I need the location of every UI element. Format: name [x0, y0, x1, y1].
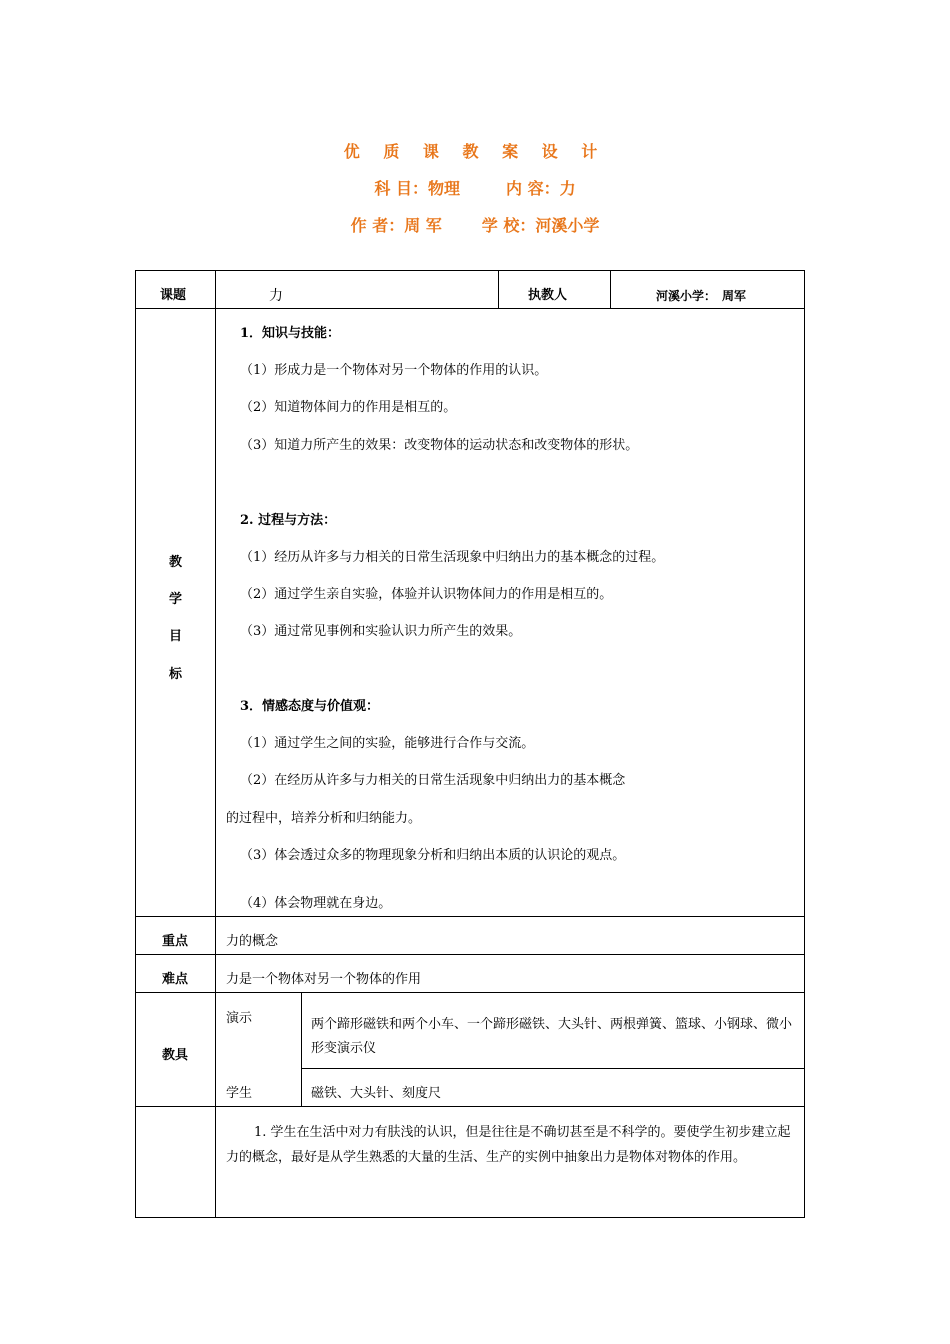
demo-label: 演示 — [226, 1011, 253, 1026]
section-title: 1．知识与技能： — [240, 326, 341, 341]
column-divider — [215, 270, 216, 1218]
school-label: 学 校：河溪小学 — [481, 216, 600, 235]
topic-label: 课题 — [160, 288, 187, 303]
goal-item: （3）体会透过众多的物理现象分析和归纳出本质的认识论的观点。 — [240, 848, 626, 863]
row-divider — [135, 992, 805, 993]
student-label: 学生 — [226, 1086, 253, 1101]
author-label: 作 者：周 军 — [350, 216, 442, 235]
column-divider — [498, 270, 499, 308]
demo-value: 两个蹄形磁铁和两个小车、一个蹄形磁铁、大头针、两根弹簧、篮球、小钢球、微小形变演示仪 — [311, 1017, 793, 1056]
row-divider — [135, 1106, 805, 1107]
goal-item: （2）通过学生亲自实验，体验并认识物体间力的作用是相互的。 — [240, 587, 613, 602]
subject-content-line — [0, 176, 950, 199]
goals-label-char: 教 — [169, 555, 183, 570]
goals-label-char: 目 — [169, 629, 183, 644]
document-title: 优 质 课 教 案 设 计 — [343, 142, 607, 161]
teacher-value: 河溪小学： 周军 — [656, 289, 747, 303]
goal-item: （3）通过常见事例和实验认识力所产生的效果。 — [240, 624, 522, 639]
goals-label-char: 学 — [169, 592, 183, 607]
goal-item: （1）经历从许多与力相关的日常生活现象中归纳出力的基本概念的过程。 — [240, 550, 665, 565]
row-divider — [301, 1068, 805, 1069]
goal-item: （4）体会物理就在身边。 — [240, 896, 392, 911]
goal-item: （2）知道物体间力的作用是相互的。 — [240, 400, 457, 415]
topic-value: 力 — [269, 288, 283, 304]
key-value: 力的概念 — [226, 934, 279, 949]
goals-label-char: 标 — [169, 667, 183, 682]
row-divider — [135, 308, 805, 309]
tools-label: 教具 — [162, 1048, 189, 1063]
column-divider — [301, 992, 302, 1106]
difficulty-label: 难点 — [162, 972, 189, 987]
row-divider — [135, 954, 805, 955]
key-label: 重点 — [162, 934, 189, 949]
goal-item: （3）知道力所产生的效果：改变物体的运动状态和改变物体的形状。 — [240, 438, 639, 453]
goal-item: （1）通过学生之间的实验，能够进行合作与交流。 — [240, 736, 535, 751]
section-title: 2. 过程与方法： — [240, 513, 337, 528]
subject-label: 科 目：物理 — [374, 179, 460, 198]
goal-item: 的过程中，培养分析和归纳能力。 — [226, 811, 422, 826]
content-label: 内 容：力 — [506, 179, 576, 198]
column-divider — [610, 270, 611, 308]
section-title: 3．情感态度与价值观： — [240, 699, 380, 714]
student-value: 磁铁、大头针、刻度尺 — [311, 1086, 442, 1101]
goal-item: （2）在经历从许多与力相关的日常生活现象中归纳出力的基本概念 — [240, 773, 626, 788]
teacher-label: 执教人 — [528, 288, 568, 303]
row-divider — [135, 916, 805, 917]
author-school-line — [0, 213, 950, 236]
teaching-paragraph: 1. 学生在生活中对力有肤浅的认识，但是往往是不确切甚至是不科学的。要使学生初步建立起力的概念，最好是从学生熟悉的大量的生活、生产的实例中抽象出力是物体对物体的作用。 — [226, 1125, 791, 1165]
goal-item: （1）形成力是一个物体对另一个物体的作用的认识。 — [240, 363, 548, 378]
difficulty-value: 力是一个物体对另一个物体的作用 — [226, 972, 422, 987]
